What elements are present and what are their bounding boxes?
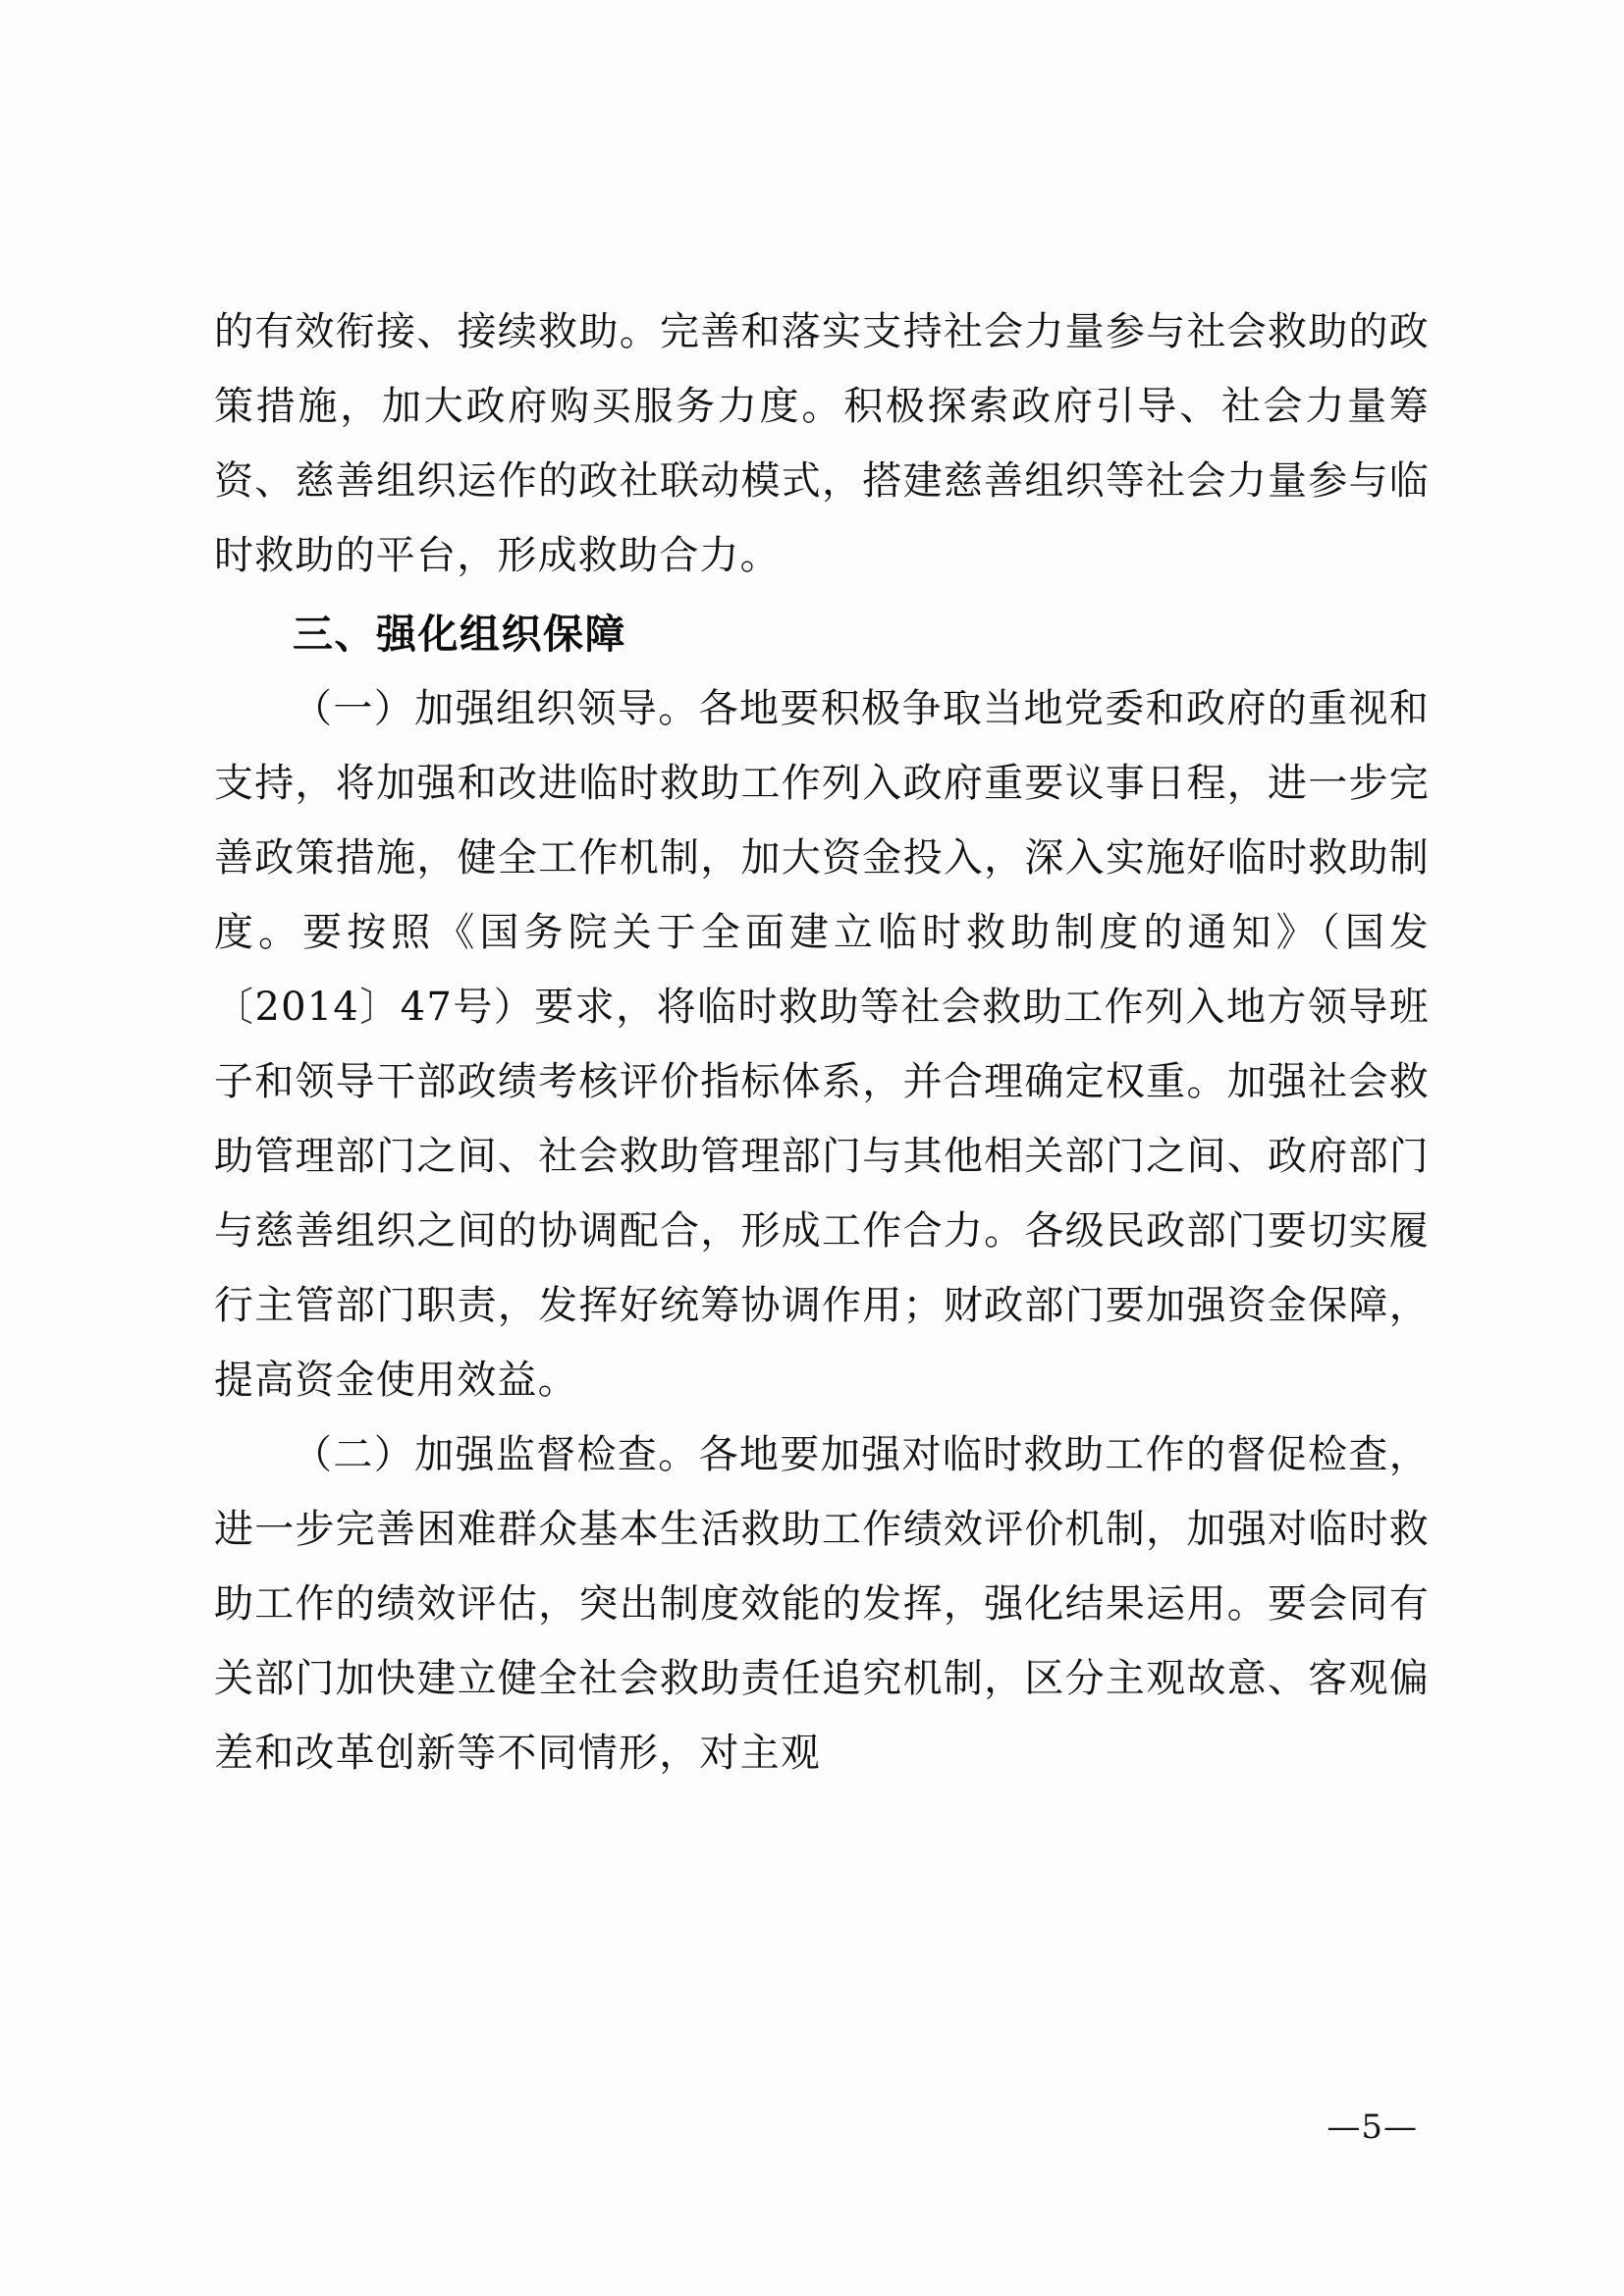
section-heading-three: 三、强化组织保障	[293, 611, 626, 658]
document-body	[214, 294, 1430, 1790]
paragraph-item-one: （一）加强组织领导。各地要积极争取当地党委和政府的重视和支持，将加强和改进临时救助工作列入政府重要议事日程，进一步完善政策措施，健全工作机制，加大资金投入，深入实施好临时救助制度。要按照《国务院关于全面建立临时救助制度的通知》（国发〔2014〕47号）要求，将临时救助等社会救助工作列入地方领导班子和领导干部政绩考核评价指标体系，并合理确定权重。加强社会救助管理部门之间、社会救助管理部门与其他相关部门之间、政府部门与慈善组织之间的协调配合，形成工作合力。各级民政部门要切实履行主管部门职责，发挥好统筹协调作用；财政部门要加强资金保障，提高资金使用效益。	[214, 686, 1430, 1403]
paragraph-item-two: （二）加强监督检查。各地要加强对临时救助工作的督促检查，进一步完善困难群众基本生活救助工作绩效评价机制，加强对临时救助工作的绩效评估，突出制度效能的发挥，强化结果运用。要会同有关部门加快建立健全社会救助责任追究机制，区分主观故意、客观偏差和改革创新等不同情形，对主观	[214, 1432, 1430, 1776]
paragraph-continuation: 的有效衔接、接续救助。完善和落实支持社会力量参与社会救助的政策措施，加大政府购买服务力度。积极探索政府引导、社会力量筹资、慈善组织运作的政社联动模式，搭建慈善组织等社会力量参与临时救助的平台，形成救助合力。	[214, 309, 1430, 578]
page-number: —5—	[1326, 2108, 1418, 2147]
